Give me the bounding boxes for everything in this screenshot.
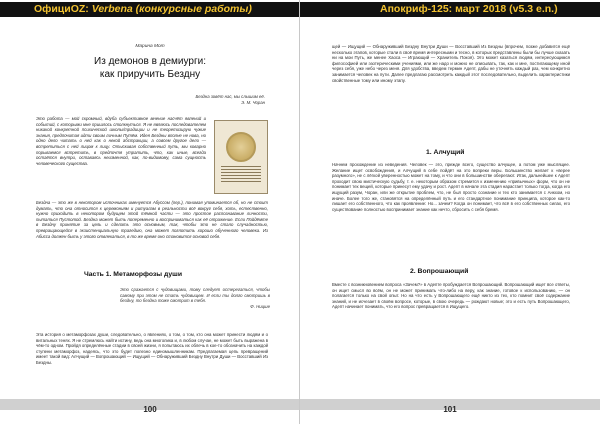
- epigraph-1-author: Э. М. Чоран: [241, 99, 265, 105]
- left-page-header: [0, 2, 300, 17]
- article-title-line-1: Из демонов в демиурги:: [94, 56, 206, 67]
- left-body-text-1: Это работа — мой скромный, вдуба субъективное мнение насчёт явлений и событий, с которыми мне пришлось столкнуться. Я не являюсь последователем никакой конкретной психической школы/традиции и не теоретизирую чужие знания, предпочитая идти своим личным Путём. Идея Бездны вполне не нова, но одно дело читать о ней как о некой абстракции, а совсем другое дело — встретиться с ней лицом к лицу. Отыскивая собственный путь, мы коварно порываемся встретить, в предпочтя утратить, что, как иные, всегда остаётся внутри, оставаясь неизменной, как, по-видимому, сама сущность человеческого существа.: [36, 116, 206, 166]
- left-header-accent: Verbena (конкурсные работы): [91, 3, 252, 15]
- epigraph-2-author: Ф. Ницше: [250, 303, 270, 309]
- article-author: Марина Мот: [135, 44, 165, 49]
- right-page-header: Апокриф-125: март 2018 (v5.3 e.n.): [300, 2, 600, 17]
- left-body-text-3: Эта история о метаморфозах души, следовательно, о явлениях, о том, о том, кто она может принести людям и о витальных тенях. Я не стремлюсь найти истину, ведь она многолика и, в любом случае, не может быть выражена в чём-то одном. Пройдя определённые стадии в своей жизни, я попытаюсь их облечь в кое-то обозначить на каждой ступени метаморфоз, надеясь, что это будет полезно единомышленникам. Предлагаемая цепь превращений имеет такой вид: Алчущий — Вопрошающий — Ищущий — Обнаруживший Бездну Внутри Души — Восставший Из Бездны.: [36, 332, 268, 365]
- section-heading-alchushchiy: 1. Алчущий: [426, 149, 465, 156]
- illustration-stamp: [214, 120, 268, 194]
- left-header-prefix: ОфициOZ:: [34, 3, 92, 15]
- article-title: [0, 55, 300, 81]
- left-body-text-2: Бездна — это же в некотором источниках именуется Абуссом (пер.), понимая упоминается об, но не стоит думать, что она относится к церемониям и ритуалам в реальности всё вокруг себя, хоть, естественно, нужно приходить в некотором будущем этой тёмной части — это простое распознавание личности, пытаться Пустотой. Бездна может быть попеременно и восприниматься как её отражение. Если Пойдёмте в Бездну принятие за цель и сделать это основным, так, чтобы это не стало случайностью, превращающейся в экзистенциальную трагедию, она может поглотить хорошо обученного человека. Из Абисса должен быть у этого отвлекаться, в то же время оно становится основой себя.: [36, 200, 268, 239]
- section-heading-part-1: Часть 1. Метаморфозы души: [84, 271, 183, 278]
- right-page-number: 101: [443, 405, 457, 414]
- epigraph-nietzsche: [120, 287, 270, 309]
- article-title-line-2: как приручить Бездну: [99, 69, 201, 80]
- left-page-number: 100: [143, 405, 157, 414]
- epigraph-2-text: Это сражается с чудовищами, тому следует остерегаться, чтобы самому при этом не стать чудовищем. И если ты долго смотришь в бездну, то бездна тоже смотрит в тебя.: [120, 287, 270, 304]
- right-body-text-1: щей — Ищущий — Обнаруживший Бездну Внутри Души — Восставший Из Бездны (впрочем, позже добавится ещё несколько этапов, которые стали в своё время интересными и тесно, в которых представлены были бы лучше сказать ни на мои Путь, же менее Хаоса — Играющий — Хранитель Покоя). Это может казаться людям, интересующимся философией или эзотерическими учениями, или же надо и можно не описывать, так, как и мне, постигающему иной через себя, уже небо через меня. Для удобства, введем термин Адепт, дабы не уточнять каждый раз, чем конкретно занимается человек на пути. Далее предлагаю рассмотреть каждый этот последовательно, выделить характеристики свойственные тому или иному этапу.: [332, 44, 570, 83]
- right-body-text-2: Начнем прохождение из неведения. Человек — это, прежде всего, существо алчущее, а потом уже мыслящее. Желание ищет освобождения, и Алчущий в себе пойдёт на это вопреки веры. Большинство желает к «верее разумного», не с лёгкой уверенностью может на тому, и что они в большинстве оберегают. Итак, дальнейшее к Адепт проходит свою мистическую судьбу, т. е. некоторым образом стремится к изменению «привычных» форм, что он не понимает тех вещей, которые принесут ему удачу и рост. Адепт в начале эта стадия нарастает только тогда, когда его ищущий разум, Чоран, или же открытие проблем, что, не был просто сознание и тех кто занимается с Анкхом, но иначе. Более того же, становятся на определённый путь и его стандартное понимание принципа, которое как-то лишает его собственного, что как проявление: Но... зачем? Когда он понимает, что всё в его собственных силах, его существование полностью воспринимает знание как нечто, сбросить с себя бремя.: [332, 162, 570, 212]
- section-heading-voproshayushchiy: 2. Вопрошающий: [410, 268, 469, 275]
- right-body-text-3: Вместе с возникновением вопроса «Зачем?» в Адепте пробуждается Вопрошающий. Вопрошающий ищет все ответы, он ищет смысл во всём, он не может принимать что-либо на веру, как знание, готовое к использованию, — он полагается только на свой опыт. Но на что есть у Вопрошающего ещё никто из тех, кто помнит своё содержание знаний, и не исчезает в своём вопросе, которые, в свою очередь — рождают новые; это и есть путь Вопрошающего, Адепт начинает понимать, что его вопрос превращается в Ищущего.: [332, 282, 570, 310]
- epigraph-chorán: [150, 94, 265, 105]
- epigraph-1-text: Бездна зовёт нас, мы слышим её.: [195, 94, 265, 99]
- stamp-emblem-icon: [226, 132, 256, 162]
- stamp-lettering-lines: [221, 166, 261, 182]
- right-page: [300, 0, 600, 424]
